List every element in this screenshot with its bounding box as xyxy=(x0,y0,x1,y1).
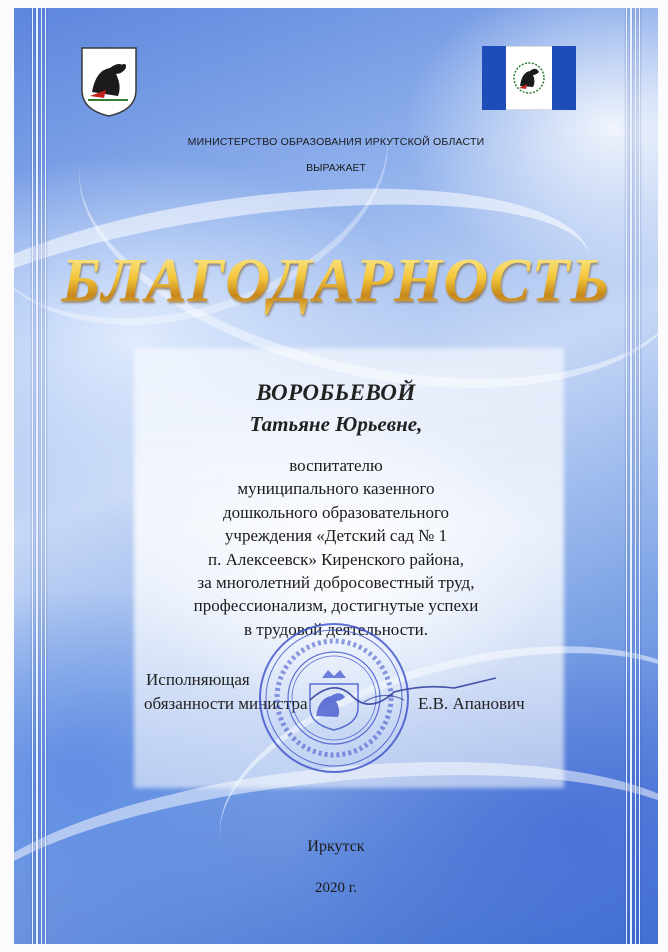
award-text-line: учреждения «Детский сад № 1 xyxy=(224,526,448,546)
award-text-line: воспитателю xyxy=(289,456,383,475)
handwritten-signature xyxy=(304,670,504,710)
signatory-position-line1: Исполняющая xyxy=(146,670,250,689)
certificate-title: БЛАГОДАРНОСТЬ xyxy=(14,246,658,317)
award-text-line: за многолетний добросовестный труд, xyxy=(197,573,475,593)
award-text-line: профессионализм, достигнутые успехи xyxy=(193,596,479,616)
award-text-line: дошкольного образовательного xyxy=(222,502,450,522)
flag-icon xyxy=(482,46,576,110)
coat-of-arms-icon xyxy=(80,46,138,118)
certificate-sheet xyxy=(14,8,658,944)
award-text-line: муниципального казенного xyxy=(237,479,435,499)
signatory-name: Е.В. Апанович xyxy=(418,694,525,713)
award-text xyxy=(14,454,658,641)
issue-city: Иркутск xyxy=(307,838,365,855)
issuer-heading: МИНИСТЕРСТВО ОБРАЗОВАНИЯ ИРКУТСКОЙ ОБЛАСТИ xyxy=(187,136,485,148)
expresses-heading: ВЫРАЖАЕТ xyxy=(306,162,366,174)
award-text-line: п. Алексеевск» Киренского района, xyxy=(208,549,464,569)
recipient-surname: ВОРОБЬЕВОЙ xyxy=(256,380,416,405)
recipient-given-names: Татьяне Юрьевне, xyxy=(249,412,423,436)
award-text-line: в трудовой деятельности. xyxy=(243,619,429,639)
signatory-position-line2: обязанности министра xyxy=(144,694,308,713)
decor-swoosh xyxy=(14,8,425,374)
issue-year: 2020 г. xyxy=(315,880,357,896)
